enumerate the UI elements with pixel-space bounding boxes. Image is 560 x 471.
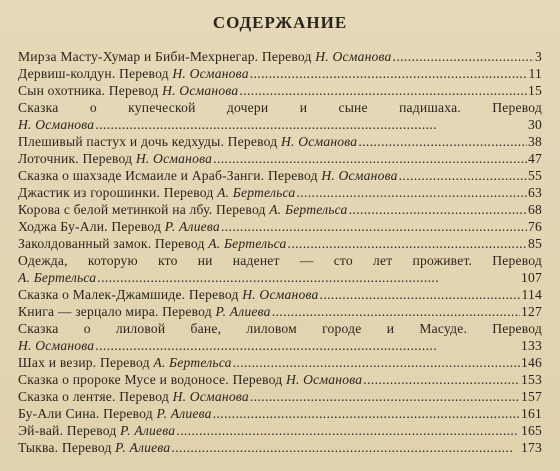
entry-translator: Н. Османова xyxy=(285,372,363,387)
entry-title: Тыква. Перевод xyxy=(18,440,112,455)
entry-translator: Р. Алиева xyxy=(156,406,212,421)
entry-translator: Р. Алиева xyxy=(215,304,271,319)
leader-dots xyxy=(213,405,520,422)
entry-title: Бу-Али Сина. Перевод xyxy=(18,406,153,421)
entry-title: Шах и везир. Перевод xyxy=(18,355,150,370)
entry-title: Эй-вай. Перевод xyxy=(18,423,117,438)
leader-dots xyxy=(176,422,520,439)
entry-title: Плешивый пастух и дочь кедхуды. Перевод xyxy=(18,134,278,149)
entry-page: 30 xyxy=(528,117,542,132)
entry-title: Сын охотника. Перевод xyxy=(18,83,159,98)
entry-page: 107 xyxy=(521,270,542,285)
entry-translator: А. Бертельса xyxy=(208,236,287,251)
entry-title: Книга — зерцало мира. Перевод xyxy=(18,304,212,319)
leader-dots xyxy=(393,48,534,65)
entry-translator: Н. Османова xyxy=(18,338,95,353)
entry-page: 15 xyxy=(528,83,542,98)
leader-dots xyxy=(97,269,520,286)
leader-dots xyxy=(320,286,521,303)
entry-translator: Р. Алиева xyxy=(115,440,171,455)
toc-entry xyxy=(18,99,542,133)
entry-translator: Н. Османова xyxy=(242,287,319,302)
entry-translator: Н. Османова xyxy=(162,83,239,98)
entry-page: 68 xyxy=(528,202,542,217)
leader-dots xyxy=(363,371,520,388)
toc-entry xyxy=(18,167,542,184)
leader-dots xyxy=(171,439,520,456)
entry-title: Ходжа Бу-Али. Перевод xyxy=(18,219,162,234)
entry-translator: А. Бертельса xyxy=(153,355,232,370)
toc-entry xyxy=(18,405,542,422)
entry-page: 114 xyxy=(521,287,542,302)
toc-entry xyxy=(18,48,542,65)
toc-entry xyxy=(18,218,542,235)
leader-dots xyxy=(250,65,528,82)
entry-translator: Н. Османова xyxy=(18,117,95,132)
leader-dots xyxy=(239,82,527,99)
toc-entry xyxy=(18,354,542,371)
entry-title: Сказка о лиловой бане, лиловом городе и Масуде. Перевод xyxy=(18,321,542,336)
entry-translator: Н. Османова xyxy=(281,134,358,149)
leader-dots xyxy=(399,167,527,184)
entry-page: 76 xyxy=(528,219,542,234)
entry-translator: Н. Османова xyxy=(135,151,213,166)
entry-page: 146 xyxy=(521,355,542,370)
toc-entry xyxy=(18,184,542,201)
entry-page: 47 xyxy=(528,151,542,166)
leader-dots xyxy=(95,116,527,133)
entry-translator: Р. Алиева xyxy=(164,219,220,234)
toc-entry xyxy=(18,286,542,303)
entry-page: 165 xyxy=(521,423,542,438)
leader-dots xyxy=(358,133,527,150)
entry-translator: Н. Османова xyxy=(172,66,249,81)
toc-entry xyxy=(18,439,542,456)
leader-dots xyxy=(296,184,527,201)
entry-page: 63 xyxy=(528,185,542,200)
entry-title: Сказка о купеческой дочери и сыне падишаха. Перевод xyxy=(18,100,542,115)
entry-translator: Р. Алиева xyxy=(120,423,176,438)
entry-page: 153 xyxy=(521,372,542,387)
entry-translator: А. Бертельса xyxy=(18,270,97,285)
entry-title: Лоточник. Перевод xyxy=(18,151,133,166)
toc-entry xyxy=(18,371,542,388)
toc-entry xyxy=(18,303,542,320)
entry-page: 11 xyxy=(528,66,542,81)
entry-title: Сказка о Малек-Джамшиде. Перевод xyxy=(18,287,239,302)
entry-title: Сказка о пророке Мусе и водоносе. Перевод xyxy=(18,372,283,387)
page-title: СОДЕРЖАНИЕ xyxy=(212,13,348,32)
entry-title: Мирза Масту-Хумар и Биби-Мехрнегар. Перевод xyxy=(18,49,312,64)
leader-dots xyxy=(233,354,520,371)
entry-title: Дервиш-колдун. Перевод xyxy=(18,66,169,81)
leader-dots xyxy=(213,150,527,167)
entry-page: 55 xyxy=(528,168,542,183)
toc-entry xyxy=(18,388,542,405)
entry-translator: Н. Османова xyxy=(172,389,249,404)
entry-page: 133 xyxy=(521,338,542,353)
toc-entry xyxy=(18,150,542,167)
entry-title: Сказка о лентяе. Перевод xyxy=(18,389,169,404)
leader-dots xyxy=(250,388,520,405)
entry-title: Корова с белой метинкой на лбу. Перевод xyxy=(18,202,266,217)
toc-entry xyxy=(18,320,542,354)
entry-translator: А. Бертельса xyxy=(217,185,296,200)
toc-entry xyxy=(18,422,542,439)
entry-title: Одежда, которую кто ни наденет — сто лет проживет. Перевод xyxy=(18,253,542,268)
entry-translator: Н. Османова xyxy=(321,168,398,183)
entry-translator: А. Бертельса xyxy=(269,202,348,217)
entry-title: Сказка о шахзаде Исмаиле и Араб-Занги. Перевод xyxy=(18,168,318,183)
toc-entry xyxy=(18,235,542,252)
entry-title: Джастик из горошинки. Перевод xyxy=(18,185,214,200)
entry-title: Заколдованный замок. Перевод xyxy=(18,236,205,251)
entry-page: 173 xyxy=(521,440,542,455)
leader-dots xyxy=(272,303,520,320)
entry-page: 3 xyxy=(535,49,542,64)
entry-page: 161 xyxy=(521,406,542,421)
entry-page: 127 xyxy=(521,304,542,319)
leader-dots xyxy=(349,201,527,218)
leader-dots xyxy=(221,218,527,235)
entry-page: 157 xyxy=(521,389,542,404)
toc-list xyxy=(18,48,542,456)
leader-dots xyxy=(95,337,520,354)
entry-page: 85 xyxy=(528,236,542,251)
toc-entry xyxy=(18,252,542,286)
entry-translator: Н. Османова xyxy=(315,49,392,64)
toc-entry xyxy=(18,201,542,218)
toc-entry xyxy=(18,133,542,150)
leader-dots xyxy=(288,235,527,252)
entry-page: 38 xyxy=(528,134,542,149)
toc-entry xyxy=(18,65,542,82)
toc-entry xyxy=(18,82,542,99)
